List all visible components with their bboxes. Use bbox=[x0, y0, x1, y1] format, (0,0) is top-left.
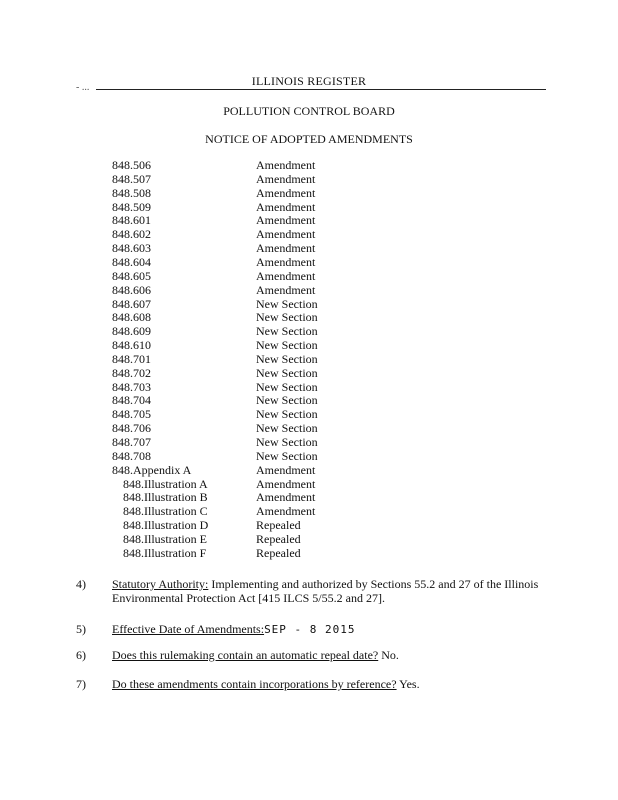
section-action: Amendment bbox=[256, 282, 316, 297]
section-number: 848.508 bbox=[112, 185, 151, 200]
section-action: New Section bbox=[256, 448, 318, 463]
section-number: 848.707 bbox=[112, 435, 151, 449]
section-action: Amendment bbox=[256, 462, 316, 477]
section-number: 848.604 bbox=[112, 254, 151, 269]
item-number: 7) bbox=[76, 677, 86, 691]
section-number: 848.608 bbox=[112, 310, 151, 325]
item-label: Effective Date of Amendments: bbox=[112, 622, 265, 636]
section-action: New Section bbox=[256, 379, 318, 394]
section-action: New Section bbox=[256, 296, 318, 311]
section-number: 848.704 bbox=[112, 393, 151, 408]
section-number: 848.602 bbox=[112, 227, 151, 242]
section-number: 848.506 bbox=[112, 158, 151, 172]
section-number: 848.Appendix A bbox=[112, 462, 192, 477]
section-number: 848.606 bbox=[112, 282, 151, 297]
section-action: Amendment bbox=[256, 171, 316, 186]
section-number: 848.507 bbox=[112, 171, 151, 186]
section-number: 848.703 bbox=[112, 379, 151, 394]
section-action: Amendment bbox=[256, 213, 316, 228]
header-rule bbox=[96, 89, 546, 90]
section-number: 848.708 bbox=[112, 448, 151, 463]
section-number: 848.603 bbox=[112, 241, 151, 256]
section-number: 848.601 bbox=[112, 213, 151, 228]
section-number: 848.702 bbox=[112, 365, 151, 380]
item-text-line1: Implementing and authorized by Sections 55.2 and 27 of the Illinois bbox=[208, 577, 539, 591]
item-answer: Yes. bbox=[396, 677, 420, 691]
item-number: 5) bbox=[76, 622, 86, 636]
section-number: 848.Illustration C bbox=[123, 504, 208, 519]
section-action: Repealed bbox=[256, 545, 301, 560]
section-number: 848.705 bbox=[112, 407, 151, 422]
section-number: 848.Illustration E bbox=[123, 531, 207, 546]
section-action: Amendment bbox=[256, 199, 316, 214]
section-action: Amendment bbox=[256, 241, 316, 256]
section-action: New Section bbox=[256, 421, 318, 436]
item-label: Do these amendments contain incorporations by reference? bbox=[112, 677, 397, 691]
section-number: 848.Illustration F bbox=[123, 545, 207, 560]
section-action: New Section bbox=[256, 310, 318, 325]
section-number: 848.607 bbox=[112, 296, 151, 311]
header-dash: - ... bbox=[76, 82, 90, 93]
section-action: Amendment bbox=[256, 185, 316, 200]
section-action: New Section bbox=[256, 435, 318, 449]
section-number: 848.706 bbox=[112, 421, 151, 436]
register-title: ILLINOIS REGISTER bbox=[251, 74, 367, 88]
section-number: 848.Illustration B bbox=[123, 490, 208, 505]
item-text-line2: Environmental Protection Act [415 ILCS 5/55.2 and 27]. bbox=[112, 591, 385, 605]
section-number: 848.610 bbox=[112, 338, 151, 353]
section-number: 848.609 bbox=[112, 324, 151, 339]
section-action: Amendment bbox=[256, 254, 316, 269]
section-action: New Section bbox=[256, 338, 318, 353]
notice-title: NOTICE OF ADOPTED AMENDMENTS bbox=[205, 132, 413, 146]
section-action: Amendment bbox=[256, 268, 316, 283]
item-number: 6) bbox=[76, 648, 86, 662]
section-action: Repealed bbox=[256, 518, 301, 533]
section-number: 848.701 bbox=[112, 351, 151, 366]
date-stamp: SEP - 8 2015 bbox=[264, 623, 356, 636]
section-action: New Section bbox=[256, 351, 318, 366]
section-action: Amendment bbox=[256, 476, 316, 491]
section-action: New Section bbox=[256, 407, 318, 422]
section-number: 848.605 bbox=[112, 268, 151, 283]
item-label: Statutory Authority: bbox=[112, 577, 209, 591]
section-number: 848.Illustration D bbox=[123, 518, 209, 533]
item-answer: No. bbox=[378, 648, 399, 662]
section-action: New Section bbox=[256, 365, 318, 380]
section-action: New Section bbox=[256, 393, 318, 408]
section-number: 848.509 bbox=[112, 199, 151, 214]
agency-title: POLLUTION CONTROL BOARD bbox=[223, 104, 395, 118]
section-action: Amendment bbox=[256, 504, 316, 519]
section-action: New Section bbox=[256, 324, 318, 339]
item-number: 4) bbox=[76, 577, 86, 591]
section-action: Repealed bbox=[256, 531, 301, 546]
section-action: Amendment bbox=[256, 158, 316, 172]
section-action: Amendment bbox=[256, 490, 316, 505]
section-action: Amendment bbox=[256, 227, 316, 242]
section-number: 848.Illustration A bbox=[123, 476, 208, 491]
item-label: Does this rulemaking contain an automatic repeal date? bbox=[112, 648, 379, 662]
